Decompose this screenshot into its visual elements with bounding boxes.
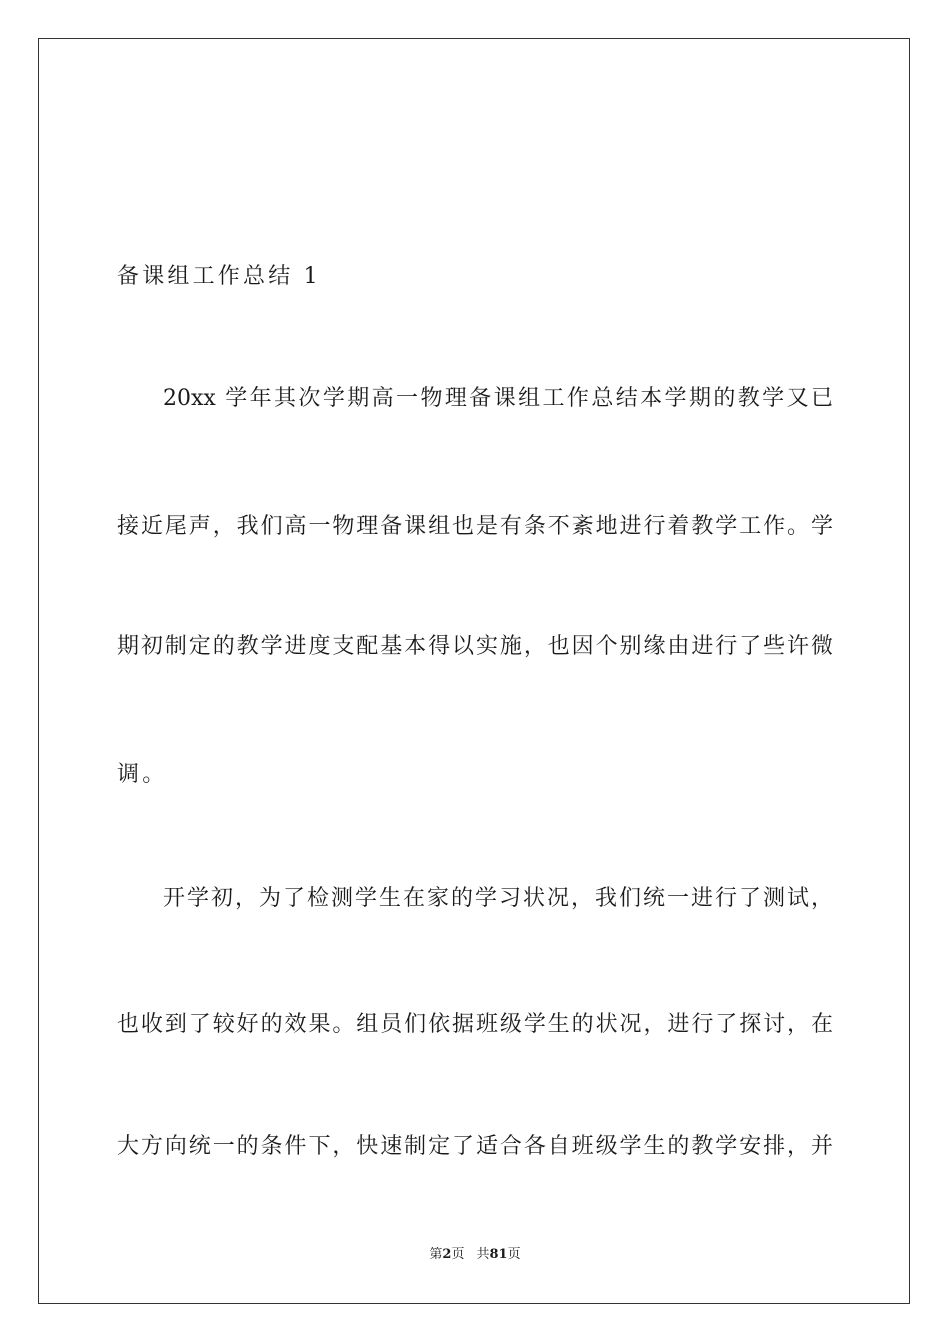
paragraph-1-line-4: 调。 [117,762,168,787]
footer-page-suffix: 页 [451,1247,465,1262]
page-footer [0,1246,950,1264]
paragraph-1-line-1: 20xx 学年其次学期高一物理备课组工作总结本学期的教学又已 [163,386,833,411]
footer-page-number: 2 [442,1247,452,1262]
footer-total-pages: 81 [489,1247,508,1262]
paragraph-1-line-2: 接近尾声，我们高一物理备课组也是有条不紊地进行着教学工作。学 [117,514,833,539]
paragraph-2-line-2: 也收到了较好的效果。组员们依据班级学生的状况，进行了探讨，在 [117,1012,833,1037]
paragraph-2-line-3: 大方向统一的条件下，快速制定了适合各自班级学生的教学安排，并 [117,1134,833,1159]
footer-total-suffix: 页 [507,1247,521,1262]
footer-total-prefix: 共 [476,1247,490,1262]
paragraph-2-line-1: 开学初，为了检测学生在家的学习状况，我们统一进行了测试， [163,886,833,911]
paragraph-1-line-3: 期初制定的教学进度支配基本得以实施，也因个别缘由进行了些许微 [117,634,833,659]
page-border [38,38,910,1304]
section-heading: 备课组工作总结 1 [117,264,321,289]
footer-page-prefix: 第 [429,1247,443,1262]
